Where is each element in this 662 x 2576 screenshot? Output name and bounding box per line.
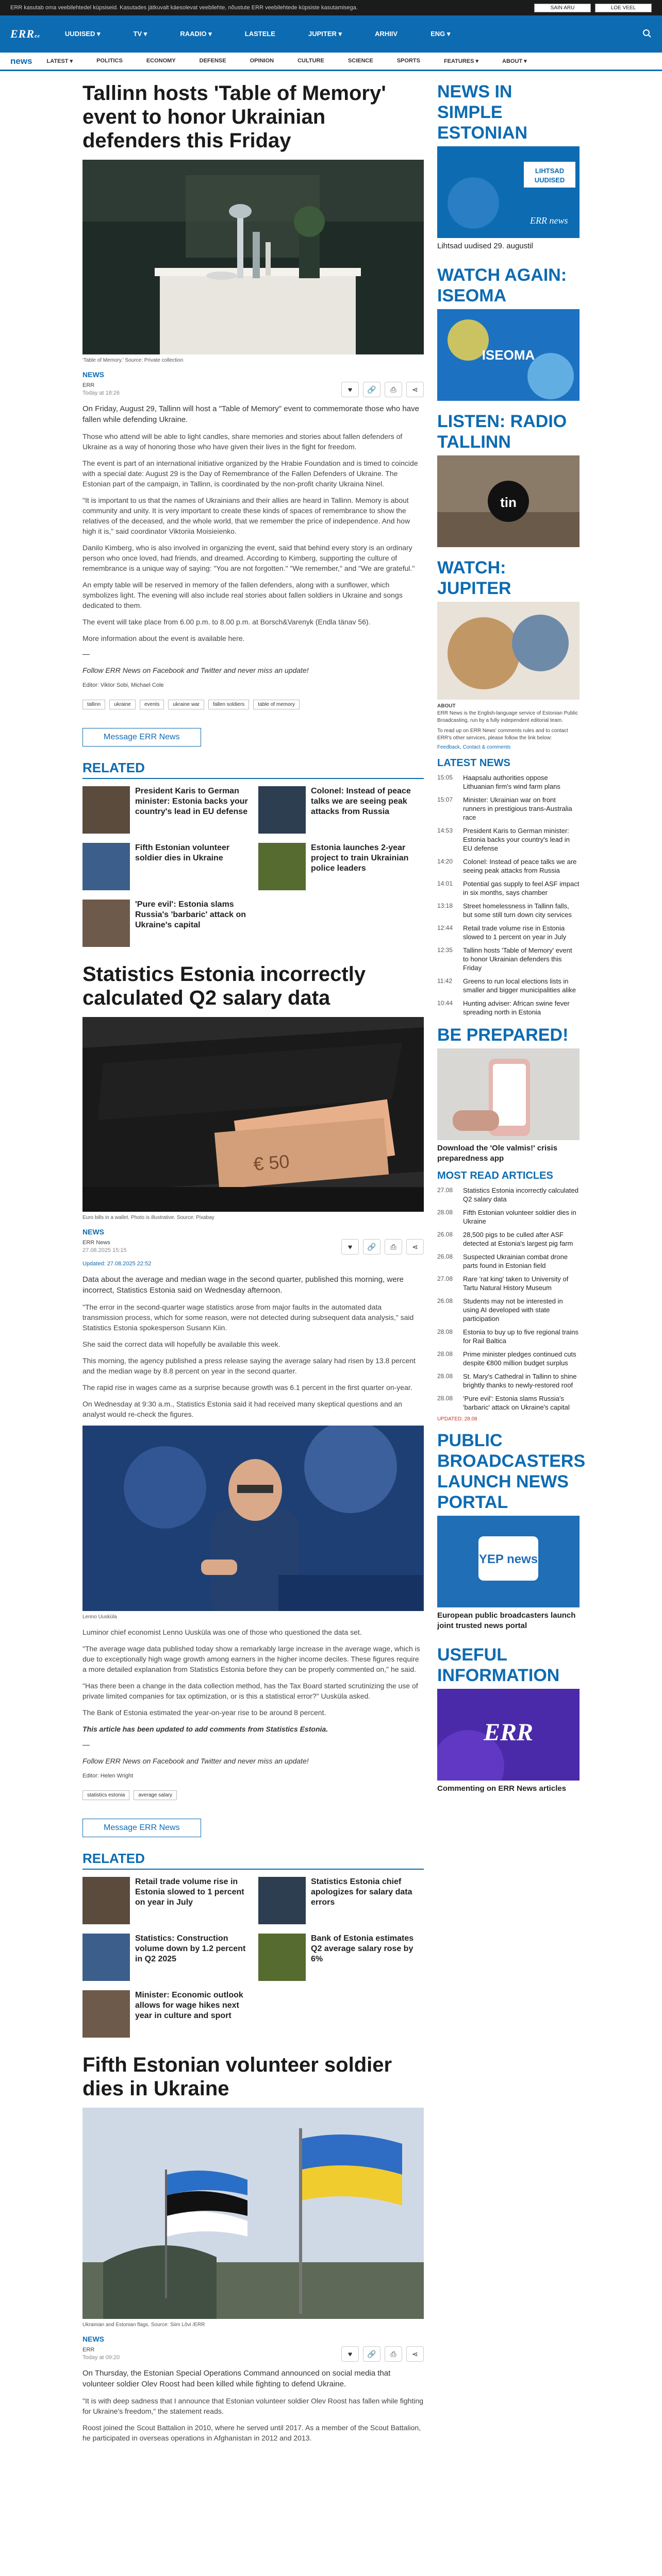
section-nav-item[interactable]: ECONOMY [146,58,176,64]
related-thumbnail[interactable] [82,1990,130,2038]
news-headline[interactable]: Suspected Ukrainian combat drone parts found in Estonian field [463,1253,568,1269]
useful-caption[interactable]: Commenting on ERR News articles [437,1784,567,1793]
news-item[interactable] [437,795,580,822]
svg-text:LIHTSAD: LIHTSAD [535,167,565,175]
paragraph: An empty table will be reserved in memory of the fallen defenders, along with a sunflower, which symbolizes light. The evening will also include real stories about fallen soldiers in Ukraine and songs dedicated to them. [82,581,403,609]
related-item[interactable] [82,1877,248,1924]
section-label[interactable]: NEWS [82,370,104,379]
tag[interactable]: average salary [134,1790,177,1800]
sidebar-heading[interactable]: NEWS IN SIMPLE ESTONIAN [437,82,528,143]
link-icon[interactable]: 🔗 [363,1239,380,1255]
related-thumbnail[interactable] [82,1877,130,1924]
publish-date: Today at 09:20 [82,2354,120,2361]
print-icon[interactable]: ⎙ [385,2346,402,2362]
section-nav-item[interactable]: CULTURE [297,58,324,64]
news-item[interactable] [437,924,580,941]
sidebar-heading[interactable]: LISTEN: RADIO TALLINN [437,412,567,452]
menu-item[interactable]: TV ▾ [133,30,147,38]
sidebar [437,71,586,2449]
news-time: 26.08 [437,1231,453,1238]
link-icon[interactable]: 🔗 [363,2346,380,2362]
section-nav-item[interactable]: DEFENSE [199,58,226,64]
news-brand[interactable]: news [10,56,32,66]
share-toolbar [341,2346,424,2362]
menu-item[interactable]: JUPITER ▾ [308,30,342,38]
sidebar-heading[interactable]: USEFUL INFORMATION [437,1645,560,1685]
news-headline[interactable]: 'Pure evil': Estonia slams Russia's 'barbaric' attack on Ukraine's capital [463,1395,570,1411]
tag-list [82,700,424,709]
news-headline[interactable]: Retail trade volume rise in Estonia slowed to 1 percent on year in July [463,924,567,941]
publish-date: Today at 18:26 [82,390,120,396]
paragraph: The event will take place from 6.00 p.m. to 8.00 p.m. at Borsch&Varenyk (Endla tänav 56). [82,618,371,626]
tag[interactable]: table of memory [253,700,300,709]
menu-item[interactable]: ENG ▾ [431,30,451,38]
news-headline[interactable]: Street homelessness in Tallinn falls, but some still turn down city services [463,902,572,919]
sidebar-heading[interactable]: WATCH AGAIN: ISEOMA [437,265,567,306]
news-headline[interactable]: 28,500 pigs to be culled after ASF detected at Estonia's largest pig farm [463,1231,573,1247]
accept-cookies-button[interactable]: SAIN ARU [534,4,591,12]
article-body [82,1627,424,1718]
editor: Editor: Viktor Sobi, Michael Cole [82,682,164,688]
read-more-button[interactable]: LOE VEEL [595,4,652,12]
news-time: 26.08 [437,1297,453,1304]
news-item[interactable] [437,773,580,791]
related-item[interactable] [82,900,248,947]
simple-estonian-caption[interactable]: Lihtsad uudised 29. augustil [437,242,533,250]
related-thumbnail[interactable] [82,786,130,834]
paragraph: "It is with deep sadness that I announce that Estonian volunteer soldier Olev Roost has fallen while fighting for Ukraine's freedom," the statement reads. [82,2397,424,2415]
section-label[interactable]: NEWS [82,2335,104,2343]
menu-item[interactable]: UUDISED ▾ [64,30,101,38]
news-time: 12:44 [437,924,453,931]
print-icon[interactable]: ⎙ [385,1239,402,1255]
main-menu [65,30,450,38]
related-title[interactable]: Minister: Economic outlook allows for wage hikes next year in culture and sport [135,1991,243,2020]
paragraph: On Thursday, the Estonian Special Operations Command announced on social media that volunteer soldier Olev Roost had been killed while fighting to defend Ukraine. [82,2369,391,2388]
heart-icon[interactable]: ♥ [341,2346,359,2362]
tag[interactable]: ukraine war [168,700,204,709]
related-title[interactable]: President Karis to German minister: Estonia backs your country's lead in EU defense [135,787,248,816]
news-item[interactable] [437,1208,580,1226]
print-icon[interactable]: ⎙ [385,382,402,397]
useful-information-banner[interactable] [437,1689,580,1781]
news-item[interactable] [437,999,580,1016]
related-thumbnail[interactable] [82,1934,130,1981]
about-text-2: To read up on ERR News' comments rules and to contact ERR's other services, please follow the link below: [437,728,568,741]
section-nav-item[interactable]: SPORTS [396,58,420,64]
article-body [82,2368,424,2443]
tag[interactable]: events [140,700,164,709]
image-caption: Lenno Uusküla [82,1614,117,1620]
paragraph: Danilo Kimberg, who is also involved in organizing the event, said that behind every story is an ordinary person who once loved, had friends, and dreamed. According to Kimberg, supporting the culture of remembrance is a unique way of saying: "You are not forgotten." "We remember," and "We are grateful." [82,544,415,572]
share-toolbar [341,382,424,397]
paragraph: This morning, the agency published a press release saying the average salary had risen by 13.8 percent and the median wage by 8.8 percent on year in the second quarter. [82,1357,416,1375]
jupiter-banner[interactable] [437,602,580,700]
most-read-list [437,1186,580,1412]
simple-estonian-banner[interactable] [437,146,580,238]
news-time: 12:35 [437,946,453,954]
paragraph: Those who attend will be able to light candles, share memories and stories about fallen defenders of Ukraine as a way of honoring those who have given their lives in the fight for freedom. [82,432,403,451]
related-title[interactable]: Retail trade volume rise in Estonia slowed to 1 percent on year in July [135,1877,244,1907]
news-headline[interactable]: Fifth Estonian volunteer soldier dies in Ukraine [463,1209,576,1225]
svg-text:YEP news: YEP news [478,1552,538,1566]
radio-tallinn-banner[interactable] [437,455,580,547]
iseoma-banner[interactable] [437,309,580,401]
news-item[interactable] [437,1275,580,1292]
article-body [82,403,424,643]
news-headline[interactable]: Statistics Estonia incorrectly calculated Q2 salary data [463,1187,578,1203]
news-headline[interactable]: Prime minister pledges continued cuts despite €800 million budget surplus [463,1350,576,1367]
section-nav-item[interactable]: SCIENCE [347,58,373,64]
related-thumbnail[interactable] [258,843,306,890]
author: ERR [82,382,95,388]
related-title[interactable]: Statistics: Construction volume down by 1.2 percent in Q2 2025 [135,1934,246,1963]
about-text: ERR News is the English-language service of Estonian Public Broadcasting, run by a fully independent editorial team. [437,710,578,723]
latest-news-heading: LATEST NEWS [437,757,510,769]
prepared-app-banner[interactable] [437,1048,580,1140]
related-item[interactable] [82,786,248,834]
author: ERR [82,2347,95,2353]
news-time: 14:20 [437,858,453,865]
paragraph: "It is important to us that the names of Ukrainians and their allies are heard in Tallinn. Memory is about community and unity. It is very important to create these kinds of spaces of remembrance to show the relatives of the deceased, and the whole world, that we remember the price of independence. And how high it is," said coordinator Viktoriia Moisieienko. [82,496,410,535]
svg-text:ERR: ERR [483,1719,534,1746]
message-err-button[interactable]: Message ERR News [82,728,201,747]
news-headline[interactable]: St. Mary's Cathedral in Tallinn to shine brightly thanks to newly-restored roof [463,1372,577,1389]
err-logo[interactable]: ERRee [10,27,40,40]
news-headline[interactable]: Haapsalu authorities oppose Lithuanian firm's wind farm plans [463,774,560,790]
news-headline[interactable]: Tallinn hosts 'Table of Memory' event to honor Ukrainian defenders this Friday [463,946,572,972]
about-label: ABOUT [437,703,456,709]
article-title[interactable]: Statistics Estonia incorrectly calculated Q2 salary data [82,963,366,1009]
section-nav-item[interactable]: LATEST ▾ [46,58,73,64]
updated-label: UPDATED: 28.08 [437,1416,477,1422]
related-thumbnail[interactable] [258,1877,306,1924]
related-item[interactable] [258,1934,424,1981]
tag[interactable]: ukraine [109,700,136,709]
cookie-notice [0,0,662,15]
news-item[interactable] [437,1372,580,1389]
follow-note[interactable]: Follow ERR News on Facebook and Twitter and never miss an update! [82,666,309,674]
section-nav-item[interactable]: ABOUT ▾ [502,58,527,64]
top-navigation [0,15,662,53]
news-time: 13:18 [437,902,453,909]
news-headline[interactable]: Colonel: Instead of peace talks we are seeing peak attacks from Russia [463,858,577,874]
news-time: 28.08 [437,1350,453,1358]
paragraph: On Friday, August 29, Tallinn will host a "Table of Memory" event to commemorate those who have fallen while defending Ukraine. [82,404,419,424]
section-label[interactable]: NEWS [82,1228,104,1236]
news-item[interactable] [437,879,580,897]
related-item[interactable] [82,1934,248,1981]
latest-news-list [437,773,580,1016]
related-title[interactable]: Estonia launches 2-year project to train Ukrainian police leaders [311,843,409,873]
news-time: 26.08 [437,1253,453,1260]
related-heading: RELATED [82,760,424,779]
paragraph: Roost joined the Scout Battalion in 2010, where he served until 2017. As a member of the Scout Battalion, he participated in overseas operations in Afghanistan in 2012 and 2013. [82,2424,421,2442]
related-item[interactable] [258,843,424,890]
news-time: 14:53 [437,827,453,834]
news-item[interactable] [437,1186,580,1204]
article-image [82,1017,424,1212]
news-item[interactable] [437,826,580,853]
search-icon[interactable] [642,29,652,40]
news-headline[interactable]: Hunting adviser: African swine fever spreading north in Estonia [463,999,570,1016]
feedback-link[interactable]: Feedback, Contact & comments [437,744,511,750]
share-icon[interactable]: ⋖ [406,2346,424,2362]
news-time: 15:07 [437,796,453,803]
news-headline[interactable]: Estonia to buy up to five regional trains for Rail Baltica [463,1328,579,1345]
related-list [82,786,424,947]
tag[interactable]: statistics estonia [82,1790,129,1800]
article-image [82,160,424,354]
publish-date: 27.08.2025 15:15 [82,1247,127,1253]
news-item[interactable] [437,946,580,972]
news-item[interactable] [437,1297,580,1323]
prepared-caption[interactable]: Download the 'Ole valmis!' crisis preparedness app [437,1144,558,1163]
update-note: This article has been updated to add comments from Statistics Estonia. [82,1725,328,1733]
tag[interactable]: fallen soldiers [208,700,249,709]
news-headline[interactable]: Minister: Ukrainian war on front runners in prestigious trans-Australia race [463,796,572,821]
related-title[interactable]: Colonel: Instead of peace talks we are seeing peak attacks from Russia [311,787,411,816]
share-icon[interactable]: ⋖ [406,1239,424,1255]
main-column: Tallinn hosts 'Table of Memory' event to honor Ukrainian defenders this Friday 'Table of Memory.' Source: Private collection NEWS ERR Today at 18:26 ♥ 🔗 ⎙ ⋖ On Friday, August 29, Tallinn will host a "Table of Memory" event to commemorate those who have fallen while defending Ukraine. Those who attend will be able to light candles, share memories and stories about fallen defenders of Ukraine as a way of honoring those who have given their lives in the fight for freedom. The event is part of an international initiative organized by the Hrabie Foundation and is timed to coincide with a special date: August 29 is the Day of Remembrance of the Fallen Defenders of Ukraine. The Estonian part of the campaign, in Tallinn, is coordinated by the non-profit charity Ukraina Ninel. "It is important to us that the names of Ukrainians and their allies are heard in Tallinn. Memory is about community and unity. It is very important to create these kinds of spaces of remembrance to show the relatives of the deceased, and the whole world, that we remember the price of independence. And how high it is," said coordinator Viktoriia Moisieienko. Danilo Kimberg, who is also involved in organizing the event, said that behind every story is an ordinary person who once loved, had friends, and dreamed. According to Kimberg, supporting the culture of remembrance is a unique way of saying: "You are not forgotten." "We remember," and "We are grateful." An empty table will be reserved in memory of the fallen defenders, along with a sunflower, which symbolizes light. The evening will also include real stories about fallen soldiers in Ukraine and songs dedicated to them. The event will take place from 6.00 p.m. to 8.00 p.m. at Borsch&Varenyk (Endla tänav 56). More information about the event is available here. — Follow ERR News on Facebook and Twitter and never miss an update! Editor: Viktor Sobi, Michael Cole tallinn ukraine events ukraine war fallen soldiers table of memory Message ERR News RELATED President Karis to German minister: Estonia backs your country's lead in EU defense Colonel: Instead of peace talks we are seeing peak attacks from Russia Fifth Estonian volunteer soldier dies in Ukraine Estonia launches 2-year project to train Ukrainian police leaders 'Pure evil': Estonia slams Russia's 'barbaric' attack on Ukraine's capital Statistics Estonia incorrectly calculated Q2 salary data € 50 Euro bills in a wallet. Photo is illustrative. Source: Pixabay NEWS ERR News 27.08.2025 15:15 ♥ 🔗 ⎙ ⋖ Updated: 27.08.2025 22:52 Data about the average and median wage in the second quarter, published this morning, were incorrect, Statistics Estonia said on Wednesday afternoon. "The error in the second-quarter wage statistics arose from major faults in the automated data transmission process, which for some reason, were not detected during subsequent data analysis," said Statistics Estonia spokesperson Susann Kiin. She said the correct data will hopefully be available this week. This morning, the agency published a press release saying the average salary had risen by 13.8 percent and the median wage by 8.8 percent on year in the second quarter. The rapid rise in wages came as a surprise because growth was 6.1 percent in the first quarter on-year. On Wednesday at 9:30 a.m., Statistics Estonia said it had received many skeptical questions and an analyst would re-check the figures. Lenno Uusküla Luminor chief economist Lenno Uusküla was one of those who questioned the data set. "The average wage data published today show a remarkably large increase in the average wage, which is due to exceptionally high wage growth among earners in the higher income deciles. These figures require a more detailed explanation from Statistics Estonia before they can be properly commented on," he said. "Has there been a change in the data collection method, has the Tax Board started scrutinizing the use of private limited companies for tax optimization, or is this a statistical error?" Uusküla asked. The Bank of Estonia estimated the year-on-year rise to be around 8 percent. This article has been updated to add comments from Statistics Estonia. — Follow ERR News on Facebook and Twitter and never miss an update! Editor: Helen Wright statistics estonia average salary Message ERR News RELATED Retail trade volume rise in Estonia slowed to 1 percent on year in July Statistics Estonia chief apologizes for salary data errors Statistics: Construction volume down by 1.2 percent in Q2 2025 Bank of Estonia estimates Q2 average salary rose by 6% Minister: Economic outlook allows for wage hikes next year in culture and sport Fifth Estonian volunteer soldier dies in Ukraine Ukrainian and Estonian flags. Source: Siim Lõvi /ERR NEWS ERR Today at 09:20 ♥ 🔗 ⎙ ⋖ On Thursday, the Estonian Special Operations Command announced on social media that volunteer soldier Olev Roost had been killed while fighting to defend Ukraine. "It is with deep sadness that I announce that Estonian volunteer soldier Olev Roost has fallen while fighting for Ukraine's freedom," the statement reads. Roost joined the Scout Battalion in 2010, where he served until 2017. As a member of the Scout Battalion, he participated in overseas operations in Afghanistan in 2012 and 2013. [82,82,424,2442]
menu-item[interactable]: RAADIO ▾ [180,30,212,38]
paragraph: "The average wage data published today show a remarkably large increase in the average wage, which is due to exceptionally high wage growth among earners in the higher income deciles. These figures require a more detailed explanation from Statistics Estonia before they can be properly commented on," he said. [82,1645,420,1673]
most-read-heading: MOST READ ARTICLES [437,1170,553,1181]
news-headline[interactable]: President Karis to German minister: Estonia backs your country's lead in EU defense [463,827,570,852]
related-thumbnail[interactable] [82,900,130,947]
paragraph: "The error in the second-quarter wage statistics arose from major faults in the automated data transmission process, which for some reason, were not detected during subsequent data analysis," said Statistics Estonia spokesperson Susann Kiin. [82,1303,414,1332]
related-title[interactable]: Statistics Estonia chief apologizes for salary data errors [311,1877,412,1907]
svg-text:ISEOMA: ISEOMA [482,347,535,363]
news-time: 28.08 [437,1395,453,1402]
paragraph: Data about the average and median wage in the second quarter, published this morning, were incorrect, Statistics Estonia said on Wednesday afternoon. [82,1275,404,1295]
pbl-caption[interactable]: European public broadcasters launch joint trusted news portal [437,1611,576,1630]
article-title[interactable]: Fifth Estonian volunteer soldier dies in Ukraine [82,2054,392,2100]
follow-note[interactable]: Follow ERR News on Facebook and Twitter and never miss an update! [82,1757,309,1765]
image-caption: Euro bills in a wallet. Photo is illustrative. Source: Pixabay [82,1215,214,1221]
news-item[interactable] [437,1328,580,1345]
cookie-notice-text: ERR kasutab oma veebilehtedel küpsiseid. Kasutades jätkuvalt käesolevat veebilehte, nõustute ERR veebilehtede küpsiste kasutamisega. [10,5,358,11]
related-item[interactable] [82,843,248,890]
sidebar-heading[interactable]: PUBLIC BROADCASTERS LAUNCH NEWS PORTAL [437,1431,586,1512]
news-time: 27.08 [437,1187,453,1194]
section-navigation [0,53,662,71]
news-item[interactable] [437,977,580,994]
news-item[interactable] [437,1350,580,1367]
paragraph: Luminor chief economist Lenno Uusküla was one of those who questioned the data set. [82,1628,362,1636]
image-caption: Ukrainian and Estonian flags. Source: Siim Lõvi /ERR [82,2322,205,2328]
menu-item[interactable]: LASTELE [244,30,275,38]
message-err-button[interactable]: Message ERR News [82,1819,201,1837]
news-time: 28.08 [437,1209,453,1216]
related-heading: RELATED [82,1851,424,1870]
article-image [82,2108,424,2319]
news-item[interactable] [437,857,580,875]
news-time: 28.08 [437,1328,453,1335]
paragraph: More information about the event is available here. [82,634,245,642]
news-item[interactable] [437,1394,580,1412]
menu-item[interactable]: ARHIIV [375,30,398,38]
author: ERR News [82,1240,110,1246]
section-nav-item[interactable]: POLITICS [96,58,123,64]
sidebar-heading[interactable]: BE PREPARED! [437,1025,569,1045]
tag-list [82,1790,424,1800]
updated-date: Updated: 27.08.2025 22:52 [82,1261,152,1267]
sidebar-heading[interactable]: WATCH: JUPITER [437,558,511,598]
editor: Editor: Helen Wright [82,1773,134,1779]
paragraph: On Wednesday at 9:30 a.m., Statistics Estonia said it had received many skeptical questions and an analyst would re-check the figures. [82,1400,402,1418]
paragraph: She said the correct data will hopefully be available this week. [82,1340,280,1348]
svg-text:tin: tin [500,495,517,510]
news-time: 10:44 [437,999,453,1007]
related-item[interactable] [82,1990,248,2038]
related-thumbnail[interactable] [258,786,306,834]
related-item[interactable] [258,786,424,834]
heart-icon[interactable]: ♥ [341,382,359,397]
related-thumbnail[interactable] [82,843,130,890]
news-headline[interactable]: Rare 'rat king' taken to University of Tartu Natural History Museum [463,1275,569,1292]
related-title[interactable]: 'Pure evil': Estonia slams Russia's 'barbaric' attack on Ukraine's capital [135,900,246,929]
news-time: 14:01 [437,880,453,887]
related-list [82,1877,424,2038]
article-body [82,1274,424,1419]
heart-icon[interactable]: ♥ [341,1239,359,1255]
paragraph: The rapid rise in wages came as a surprise because growth was 6.1 percent in the first quarter on-year. [82,1383,412,1392]
news-headline[interactable]: Students may not be interested in using AI developed with state participation [463,1297,563,1323]
link-icon[interactable]: 🔗 [363,382,380,397]
paragraph: The Bank of Estonia estimated the year-on-year rise to be around 8 percent. [82,1708,326,1717]
article-title[interactable]: Tallinn hosts 'Table of Memory' event to honor Ukrainian defenders this Friday [82,82,386,152]
news-item[interactable] [437,1252,580,1270]
section-nav-item[interactable]: OPINION [250,58,274,64]
article-image [82,1426,424,1611]
paragraph: "Has there been a change in the data collection method, has the Tax Board started scrutinizing the use of private limited companies for tax optimization, or is this a statistical error?" Uusküla asked. [82,1682,418,1700]
yep-news-banner[interactable] [437,1516,580,1607]
tag[interactable]: tallinn [82,700,105,709]
news-time: 15:05 [437,774,453,781]
svg-text:ERR news: ERR news [530,215,568,226]
related-title[interactable]: Fifth Estonian volunteer soldier dies in Ukraine [135,843,230,862]
share-icon[interactable]: ⋖ [406,382,424,397]
related-thumbnail[interactable] [258,1934,306,1981]
svg-text:UUDISED: UUDISED [534,176,565,184]
related-title[interactable]: Bank of Estonia estimates Q2 average salary rose by 6% [311,1934,414,1963]
news-time: 27.08 [437,1275,453,1282]
news-headline[interactable]: Greens to run local elections lists in smaller and bigger municipalities alike [463,977,576,994]
news-item[interactable] [437,902,580,919]
section-nav-item[interactable]: FEATURES ▾ [443,58,478,64]
share-toolbar [341,1239,424,1255]
news-headline[interactable]: Potential gas supply to feel ASF impact in six months, says chamber [463,880,580,896]
svg-text:€ 50: € 50 [252,1150,291,1175]
news-item[interactable] [437,1230,580,1248]
news-time: 11:42 [437,977,453,985]
image-caption: 'Table of Memory.' Source: Private collection [82,358,184,363]
news-time: 28.08 [437,1372,453,1380]
paragraph: The event is part of an international initiative organized by the Hrabie Foundation and is timed to coincide with a special date: August 29 is the Day of Remembrance of the Fallen Defenders of Ukraine. The Estonian part of the campaign, in Tallinn, is coordinated by the non-profit charity Ukraina Ninel. [82,459,418,488]
related-item[interactable] [258,1877,424,1924]
